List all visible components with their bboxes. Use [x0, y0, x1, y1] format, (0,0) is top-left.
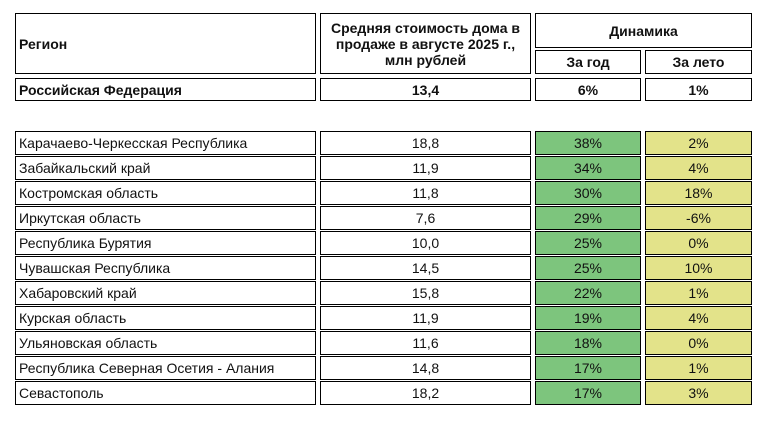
row-year-change: 25% [535, 231, 641, 255]
row-summer-change: 2% [645, 131, 752, 155]
row-price: 11,6 [320, 331, 531, 355]
row-year-change: 19% [535, 306, 641, 330]
row-price: 11,8 [320, 181, 531, 205]
row-summer-change: 4% [645, 306, 752, 330]
row-year-change: 38% [535, 131, 641, 155]
row-region: Иркутская область [15, 206, 316, 230]
row-price: 14,5 [320, 256, 531, 280]
row-summer-change: -6% [645, 206, 752, 230]
header-region: Регион [15, 13, 316, 74]
summary-price: 13,4 [320, 78, 531, 101]
row-price: 18,2 [320, 381, 531, 405]
row-summer-change: 0% [645, 331, 752, 355]
row-price: 11,9 [320, 156, 531, 180]
row-summer-change: 4% [645, 156, 752, 180]
row-year-change: 34% [535, 156, 641, 180]
row-price: 14,8 [320, 356, 531, 380]
summary-summer: 1% [645, 78, 752, 101]
row-region: Ульяновская область [15, 331, 316, 355]
row-region: Хабаровский край [15, 281, 316, 305]
row-year-change: 29% [535, 206, 641, 230]
row-year-change: 25% [535, 256, 641, 280]
row-summer-change: 18% [645, 181, 752, 205]
row-region: Костромская область [15, 181, 316, 205]
summary-region: Российская Федерация [15, 78, 316, 101]
header-summer: За лето [645, 50, 752, 74]
header-dynamics: Динамика [535, 13, 752, 48]
row-region: Республика Северная Осетия - Алания [15, 356, 316, 380]
row-region: Карачаево-Черкесская Республика [15, 131, 316, 155]
row-region: Забайкальский край [15, 156, 316, 180]
row-price: 18,8 [320, 131, 531, 155]
row-summer-change: 3% [645, 381, 752, 405]
row-year-change: 17% [535, 356, 641, 380]
row-year-change: 30% [535, 181, 641, 205]
row-summer-change: 0% [645, 231, 752, 255]
row-price: 10,0 [320, 231, 531, 255]
row-summer-change: 1% [645, 356, 752, 380]
row-price: 11,9 [320, 306, 531, 330]
row-year-change: 17% [535, 381, 641, 405]
row-price: 15,8 [320, 281, 531, 305]
row-region: Республика Бурятия [15, 231, 316, 255]
row-region: Севастополь [15, 381, 316, 405]
header-price: Средняя стоимость дома в продаже в августе 2025 г., млн рублей [320, 13, 531, 74]
row-summer-change: 10% [645, 256, 752, 280]
row-year-change: 18% [535, 331, 641, 355]
summary-year: 6% [535, 78, 641, 101]
row-region: Курская область [15, 306, 316, 330]
header-year: За год [535, 50, 641, 74]
row-price: 7,6 [320, 206, 531, 230]
row-year-change: 22% [535, 281, 641, 305]
row-summer-change: 1% [645, 281, 752, 305]
row-region: Чувашская Республика [15, 256, 316, 280]
